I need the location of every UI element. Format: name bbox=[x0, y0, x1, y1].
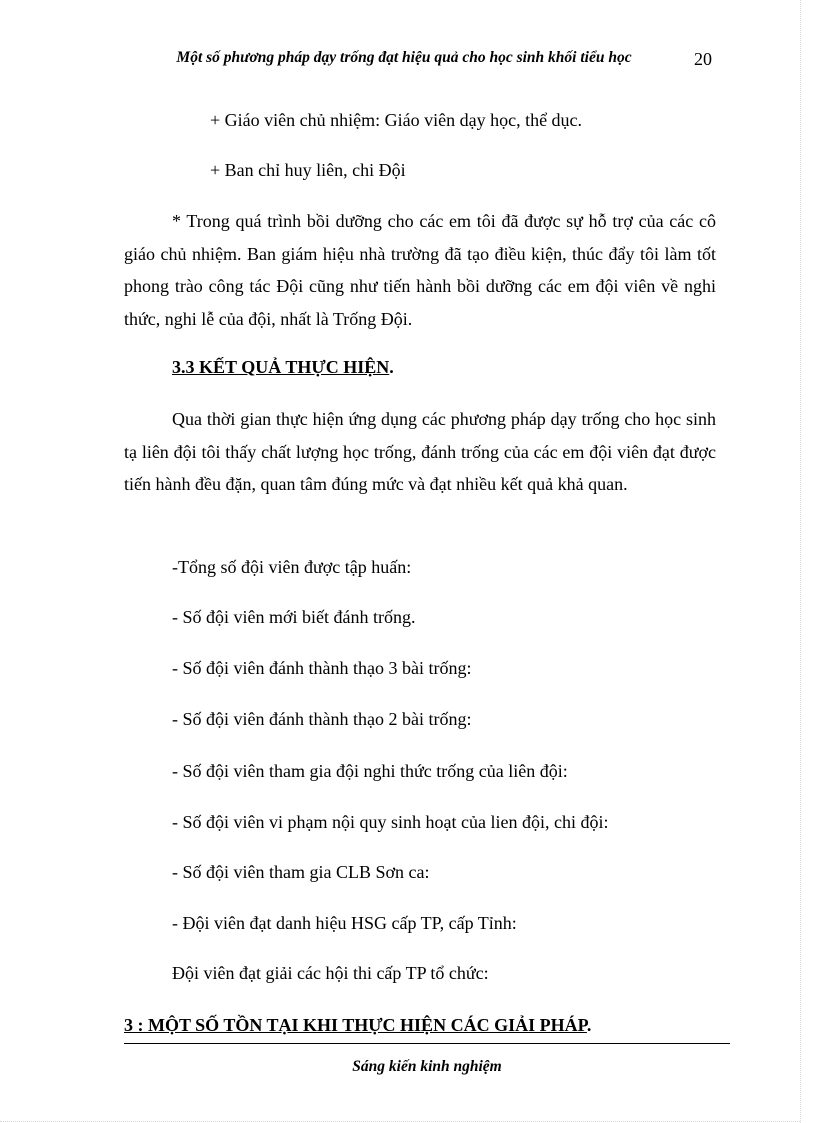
section-3-3-punct: . bbox=[389, 357, 394, 377]
list-item: - Số đội viên đánh thành thạo 2 bài trống: bbox=[172, 709, 472, 729]
bullet-homeroom-teacher: + Giáo viên chủ nhiệm: Giáo viên dạy học, thể dục. bbox=[210, 110, 583, 130]
section-3-3-heading bbox=[172, 357, 394, 378]
paragraph-results: Qua thời gian thực hiện ứng dụng các phương pháp dạy trống cho học sinh tạ liên đội tôi thấy chất lượng học trống, đánh trống của các em đội viên đạt được tiến hành đều đặn, quan tâm đúng mức và đạt nhiều kết quả khả quan. bbox=[124, 409, 716, 494]
page-edge-right bbox=[800, 0, 802, 1123]
footer-divider bbox=[124, 1043, 730, 1044]
section-3-punct: . bbox=[586, 1015, 592, 1035]
header-title: Một số phương pháp dạy trống đạt hiệu quả cho học sinh khối tiểu học bbox=[176, 49, 632, 66]
list-item: - Số đội viên tham gia CLB Sơn ca: bbox=[172, 862, 430, 882]
list-item: - Số đội viên vi phạm nội quy sinh hoạt của lien đội, chi đội: bbox=[172, 812, 609, 832]
section-3-title: 3 : MỘT SỐ TỒN TẠI KHI THỰC HIỆN CÁC GIẢI PHÁP bbox=[124, 1015, 587, 1035]
paragraph-support: * Trong quá trình bồi dưỡng cho các em tôi đã được sự hỗ trợ của các cô giáo chủ nhiệm. Ban giám hiệu nhà trường đã tạo điều kiện, thúc đẩy tôi làm tốt phong trào công tác Đội cũng như tiến hành bồi dưỡng các em đội viên về nghi thức, nghi lễ của đội, nhất là Trống Đội. bbox=[124, 211, 716, 329]
footer-text: Sáng kiến kinh nghiệm bbox=[352, 1058, 502, 1075]
list-item: - Số đội viên đánh thành thạo 3 bài trống: bbox=[172, 658, 472, 678]
list-item: Đội viên đạt giải các hội thi cấp TP tổ chức: bbox=[172, 963, 489, 983]
list-item: - Đội viên đạt danh hiệu HSG cấp TP, cấp Tỉnh: bbox=[172, 913, 517, 933]
list-item: - Số đội viên mới biết đánh trống. bbox=[172, 607, 416, 627]
list-item: - Số đội viên tham gia đội nghi thức trống của liên đội: bbox=[172, 761, 568, 781]
bullet-command-board: + Ban chỉ huy liên, chi Đội bbox=[210, 160, 406, 180]
section-3-heading bbox=[124, 1015, 591, 1036]
list-item: -Tổng số đội viên được tập huấn: bbox=[172, 557, 412, 577]
section-3-3-title: 3.3 KẾT QUẢ THỰC HIỆN bbox=[172, 357, 390, 377]
page-number: 20 bbox=[694, 49, 712, 69]
